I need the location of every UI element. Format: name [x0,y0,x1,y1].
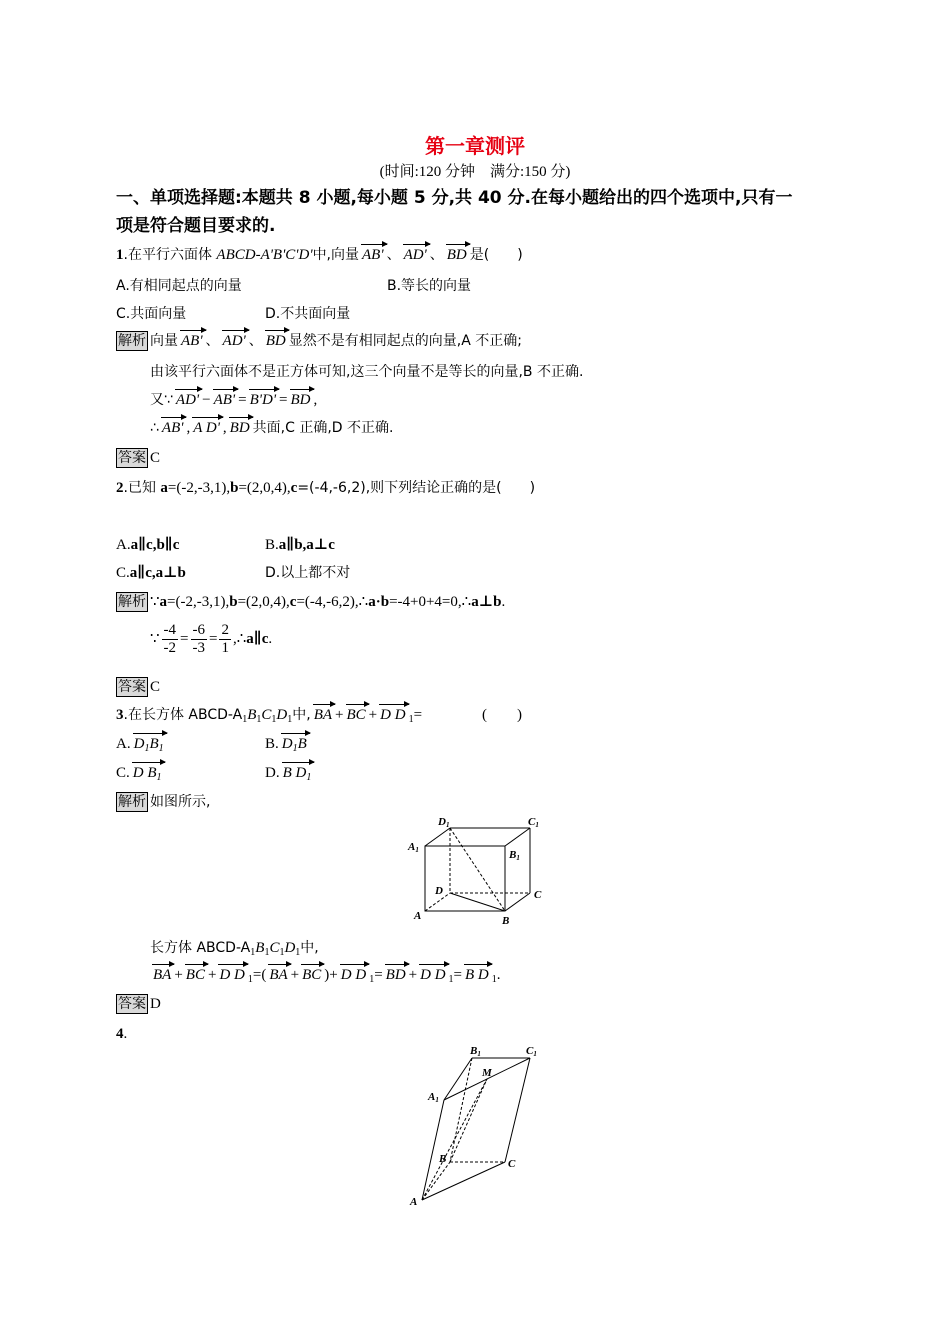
q1-option-a: A.有相同起点的向量 [116,278,242,294]
q1-analysis-line1: 解析 向量 AB' 、 AD' 、 BD 显然不是有相同起点的向量,A 不正确; [118,333,522,349]
q1-answer: 答案 C [118,450,161,466]
page-title: 第一章测评 [425,134,525,158]
q1-option-b: B.等长的向量 [387,278,472,294]
section-heading-line1: 一、单项选择题:本题共 8 小题,每小题 5 分,共 40 分.在每小题给出的四个选项中,只有一 [116,188,793,208]
q3-option-d: D. B $D_1$ [265,763,314,788]
analysis-tag: 解析 [118,333,146,349]
q1-analysis-line4: ∴ AB' , A D' , BD 共面,C 正确,D 不正确. [150,420,394,436]
page-subtitle: (时间:120 分钟 满分:150 分) [379,164,571,180]
q1-stem: 1.在平行六面体 ABCD-A'B'C'D'中,向量 AB' 、 AD' 、 BD 是( ) [116,247,523,263]
q2-option-c: C.a∥c,a⊥b [116,565,186,581]
q1-option-c: C.共面向量 [116,306,187,322]
q3-analysis-line1: 解析 如图所示, [118,794,211,810]
q3-option-c: C. D $B_1$ [116,763,165,788]
svg-text:C: C [534,889,542,901]
q2-analysis-line2: ∵ $\frac{-4}{-2}$ = $\frac{-6}{-3}$ = $\frac{2}{1}$ ,∴a∥c. [150,622,273,657]
q1-analysis-line3: 又∵ AD' − AB' = B'D' = BD , [150,392,318,408]
vector-ab-prime: AB' [362,247,384,263]
cuboid-figure [400,812,550,930]
svg-text:C: C [508,1158,516,1170]
q2-option-a: A.a∥c,b∥c [116,537,180,553]
q2-stem: 2.已知 a=(-2,-3,1),b=(2,0,4),c=(-4,-6,2),则下列结论正确的是( ) [116,480,536,496]
svg-text:B1: B1 [470,1045,481,1058]
svg-text:A1: A1 [428,1091,439,1104]
q1-analysis-line2: 由该平行六面体不是正方体可知,这三个向量不是等长的向量,B 不正确. [150,364,584,380]
q2-option-d: D.以上都不对 [265,565,351,581]
q3-option-b: B. $D_1B$ [265,734,310,759]
svg-text:A1: A1 [408,841,419,854]
q3-analysis-line3: BA + BC + D D $_1$=( BA + BC )+ D D $_1$= BD + D D $_1$= B D $_1$. [153,967,501,985]
vector-ad-prime: AD' [403,247,427,263]
svg-text:D1: D1 [438,816,450,829]
q2-answer: 答案 C [118,679,161,695]
q2-option-b: B.a∥b,a⊥c [265,537,335,553]
q2-analysis-line1: 解析 ∵a=(-2,-3,1),b=(2,0,4),c=(-4,-6,2),∴a·b=-4+0+4=0,∴a⊥b. [118,594,506,610]
q3-stem: 3.在长方体 ABCD-$A_1B_1C_1D_1$中, BA + BC + D D $_1$= ( ) [116,707,523,725]
svg-text:C1: C1 [526,1045,537,1058]
answer-tag: 答案 [118,450,146,466]
svg-text:A: A [414,910,422,922]
svg-text:D: D [435,885,443,897]
q3-option-a: A. $D_1B_1$ [116,734,167,759]
q3-analysis-line2: 长方体 ABCD-$A_1B_1C_1D_1$中, [150,940,319,958]
fraction: $\frac{-4}{-2}$ [163,622,177,657]
prism-figure [400,1042,550,1214]
svg-text:B: B [502,915,510,927]
vector-bd: BD [446,247,467,263]
fraction: $\frac{-6}{-3}$ [192,622,206,657]
svg-text:C1: C1 [528,816,539,829]
svg-text:A: A [410,1196,418,1208]
q1-option-d: D.不共面向量 [265,306,351,322]
q3-answer: 答案 D [118,996,161,1012]
svg-text:B1: B1 [509,849,520,862]
svg-text:M: M [482,1067,492,1079]
svg-text:B: B [439,1153,447,1165]
q4-stem: 4. [116,1026,128,1042]
section-heading-line2: 项是符合题目要求的. [116,216,276,236]
fraction: $\frac{2}{1}$ [221,622,229,657]
